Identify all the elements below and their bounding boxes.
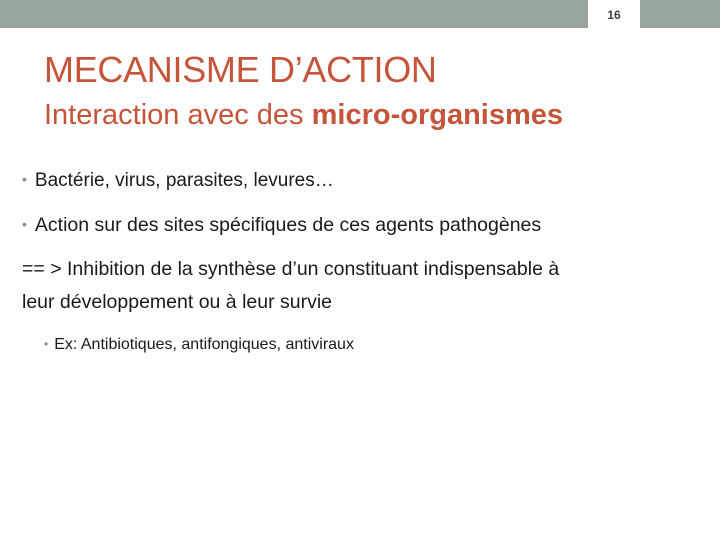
slide-title: MECANISME D’ACTION [44,49,437,90]
slide-number: 16 [607,8,621,22]
bullet-dot-icon: • [22,171,27,187]
subtitle-prefix: Interaction avec des [44,99,312,131]
subtitle-emphasis: micro-organismes [311,99,564,131]
bullet-dot-icon: • [22,216,27,232]
bullet-dot-icon: • [44,337,49,351]
sub-bullet-text: Ex: Antibiotiques, antifongiques, antiviraux [54,336,354,353]
sub-bullet-item [44,336,354,354]
bullet-text: Bactérie, virus, parasites, levures… [34,170,334,191]
paragraph-line: == > Inhibition de la synthèse d’un constituant indispensable à [22,258,560,280]
bullet-item [22,170,334,192]
bullet-text: Action sur des sites spécifiques de ces agents pathogènes [34,214,542,236]
paragraph-line: leur développement ou à leur survie [22,291,333,313]
bullet-item [22,214,541,237]
